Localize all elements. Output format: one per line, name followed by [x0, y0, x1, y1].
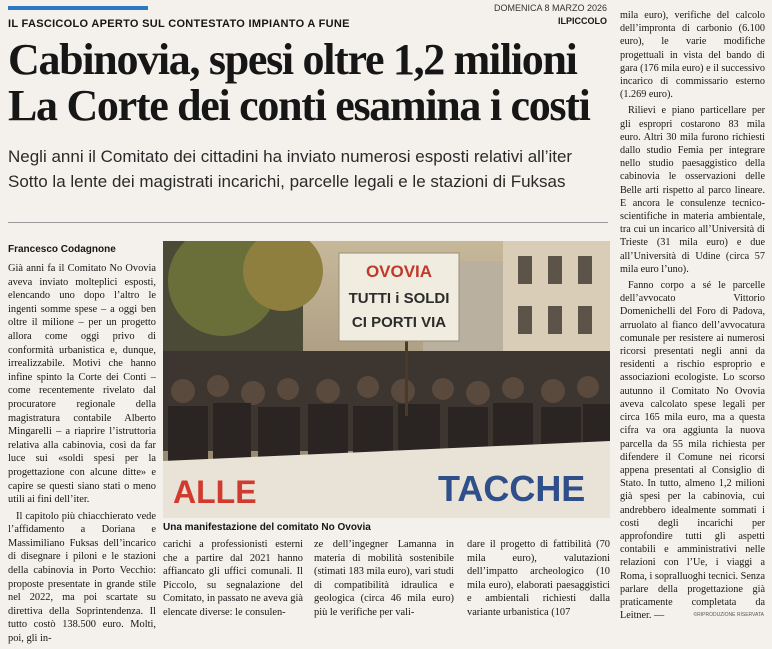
- headline-line-2: La Corte dei conti esamina i costi: [8, 81, 590, 130]
- paragraph: mila euro), verifiche del calcolo dell’impronta di carbonio (6.100 euro), le varie modifiche progettuali in vista del bando di gara (176 mila euro) e il successivo incarico di commissario esterno (1.269 euro).: [620, 10, 765, 101]
- sign-text-2: TUTTI i SOLDI: [348, 290, 450, 307]
- subheadline-line-1: Negli anni il Comitato dei cittadini ha inviato numerosi esposti relativi all’iter: [8, 147, 573, 166]
- paragraph: Rilievi e piano particellare per gli espropri costarono 83 mila euro. Altri 30 mila furono richiesti dallo studio Femia per integrare nello studio paesaggistico della cabinovia le osservazioni delle Belle arti rispetto al parco lineare. E ancora le consulenze tecnico-scientifiche in materia ambientale, tra cui un incarico all’Università di Trieste (31 mila euro) e due all’Università di Udine (circa 57 mila euro l’uno).: [620, 105, 765, 275]
- banner-text-right: TACCHE: [438, 468, 586, 509]
- paragraph: Il capitolo più chiacchierato vede l’affidamento a Doriana e Massimiliano Fuksas dell’incarico di disegnare i piloni e le stazioni della cabinovia in Porto Vecchio: proposte presentate in grande stile nel 2022, ma poi scartate su direttiva della Soprintendenza. Il tutto costò 138.500 euro. Molti, poi, gli in-: [8, 510, 156, 645]
- kicker: IL FASCICOLO APERTO SUL CONTESTATO IMPIANTO A FUNE: [8, 18, 350, 30]
- article-column-4: [467, 538, 610, 623]
- article-column-2: [163, 538, 303, 623]
- dateline: DOMENICA 8 MARZO 2026: [493, 3, 607, 13]
- newspaper-name: ILPICCOLO: [558, 16, 607, 26]
- section-accent-bar: [8, 6, 148, 10]
- copyright: ©RIPRODUZIONE RISERVATA: [693, 612, 764, 618]
- divider: [8, 222, 608, 223]
- paragraph: dare il progetto di fattibilità (70 mila euro), valutazioni dell’impatto archeologico (10 mila euro), elaborati paesaggistici e ambientali richiesti dalla variante urbanistica (107: [467, 539, 610, 618]
- paragraph: Fanno corpo a sé le parcelle dell’avvocato Vittorio Domenichelli del Foro di Padova, arruolato al fianco dell’avvocatura comunale per resistere ai numerosi ricorsi presentati negli anni da residenti a rischio esproprio e associazioni ecologiste. Lo scorso autunno il Comitato No Ovovia aveva calcolato spese legali per circa 165 mila euro, ma a questa cifra va ora aggiunta la nuova parcella da 55 mila richiesta per difendere il Comune nei ricorsi appena presentati al Consiglio di Stato. In tutto, almeno 1,2 milioni già spesi per la cabinovia, cui andrebbero idealmente sommati i costi degli incarichi per approfondire tutti gli aspetti contabili e amministrativi nelle relazioni con l’Ue, i viaggi a Roma, i sopralluoghi tecnici. Senza parlare della progettazione già praticamente completata da Leitner. —: [620, 280, 765, 622]
- author-byline: Francesco Codagnone: [8, 244, 116, 255]
- subheadline-line-2: Sotto la lente dei magistrati incarichi, parcelle legali e le stazioni di Fuksas: [8, 172, 566, 191]
- article-column-3: [314, 538, 454, 623]
- sign-text-1: OVOVIA: [365, 262, 433, 281]
- paragraph: Già anni fa il Comitato No Ovovia aveva inviato molteplici esposti, elencando uno dopo l’altro le ingenti somme spese – a oggi ben oltre il milione – per un progetto allora come oggi privo di conformità urbanistica e, dunque, irrealizzabile. Motivi che hanno infine spinto la Corte dei Conti – come recentemente rivelato dal procuratore regionale della magistratura contabile Alberto Mingarelli – a riaprire l’istruttoria relativa alla cabinovia, così da far luce sui «soldi spesi per la progettazione con alcune ditte» e capire se questi siano stati o meno utili ai fini dell’iter.: [8, 263, 156, 506]
- article-photo: [163, 241, 610, 518]
- sign-text-3: CI PORTI VIA: [351, 314, 447, 331]
- protest-photo-illustration: [163, 241, 610, 518]
- paragraph: ze dell’ingegner Lamanna in materia di mobilità sostenibile (stimati 183 mila euro), vari studi di compatibilità idraulica e geologica (circa 46 mila euro) più le verifiche per vali-: [314, 539, 454, 618]
- banner-text-left: ALLE: [173, 474, 257, 510]
- paragraph: carichi a professionisti esterni che a partire dal 2021 hanno affiancato gli uffici comunali. Il Piccolo, su segnalazione del Comitato, in passato ne aveva già elencate diverse: le consulen-: [163, 539, 303, 618]
- photo-caption: Una manifestazione del comitato No Ovovia: [163, 522, 371, 533]
- headline-line-1: Cabinovia, spesi oltre 1,2 milioni: [8, 35, 577, 84]
- article-column-1: [8, 262, 156, 649]
- article-column-5: [620, 9, 765, 625]
